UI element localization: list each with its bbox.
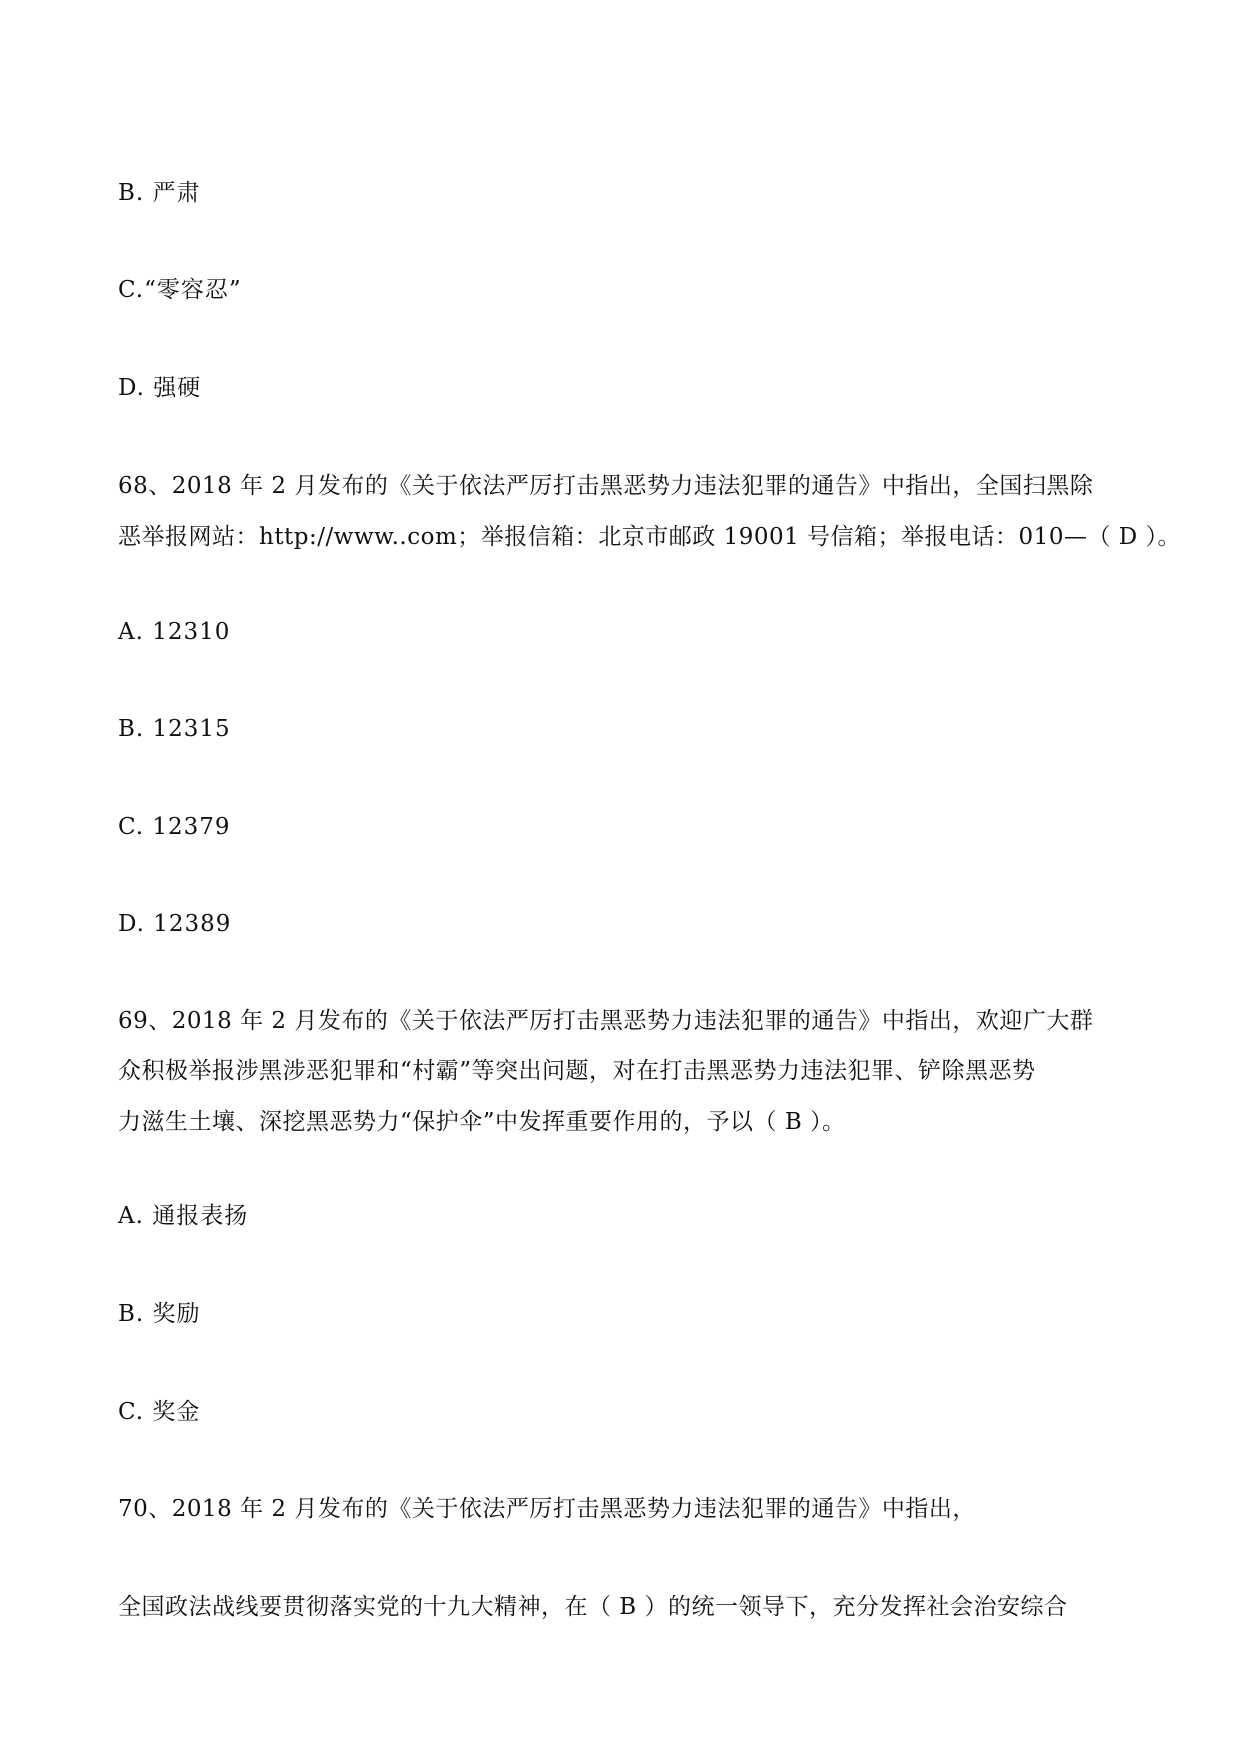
question-69-line-1: 69、2018 年 2 月发布的《关于依法严厉打击黑恶势力违法犯罪的通告》中指出，欢迎广大群 xyxy=(118,1008,1094,1034)
question-70-line-2: 全国政法战线要贯彻落实党的十九大精神，在（ B ）的统一领导下，充分发挥社会治安综合 xyxy=(118,1594,1068,1620)
question-69-line-2: 众积极举报涉黑涉恶犯罪和“村霸”等突出问题，对在打击黑恶势力违法犯罪、铲除黑恶势 xyxy=(118,1058,1036,1084)
question-69-line-3: 力滋生土壤、深挖黑恶势力“保护伞”中发挥重要作用的，予以（ B ）。 xyxy=(118,1109,846,1135)
option-q68-b: B. 12315 xyxy=(118,716,231,742)
question-70-line-1: 70、2018 年 2 月发布的《关于依法严厉打击黑恶势力违法犯罪的通告》中指出， xyxy=(118,1496,976,1522)
option-q69-c: C. 奖金 xyxy=(118,1399,201,1425)
option-q67-b: B. 严肃 xyxy=(118,180,201,206)
option-q68-d: D. 12389 xyxy=(118,911,232,937)
option-q67-c: C.“零容忍” xyxy=(118,277,242,303)
option-q69-b: B. 奖励 xyxy=(118,1301,201,1327)
question-68-line-1: 68、2018 年 2 月发布的《关于依法严厉打击黑恶势力违法犯罪的通告》中指出，全国扫黑除 xyxy=(118,473,1094,499)
option-q69-a: A. 通报表扬 xyxy=(118,1203,249,1229)
option-q68-c: C. 12379 xyxy=(118,814,231,840)
option-q68-a: A. 12310 xyxy=(118,619,231,645)
option-q67-d: D. 强硬 xyxy=(118,375,202,401)
question-68-line-2: 恶举报网站：http://www..com；举报信箱：北京市邮政 19001 号信箱；举报电话：010—（ D ）。 xyxy=(118,524,1182,550)
